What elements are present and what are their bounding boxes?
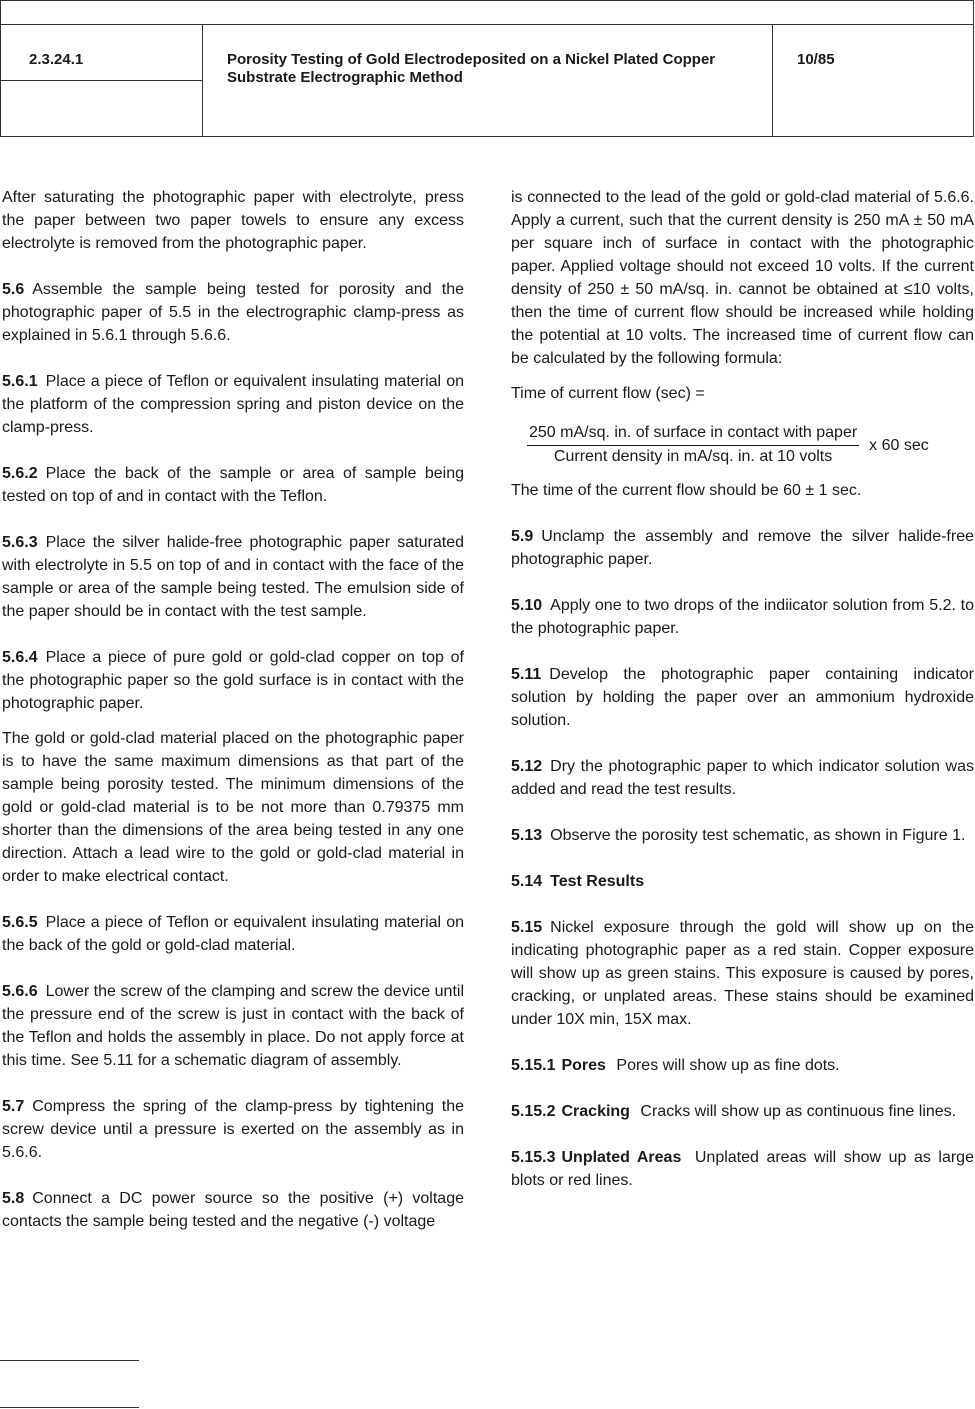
section-text: Dry the photographic paper to which indicator solution was added and read the test results. bbox=[511, 758, 974, 798]
section-5-6-2 bbox=[2, 462, 464, 508]
footnote-rule-2 bbox=[0, 1407, 139, 1408]
current-flow-formula bbox=[511, 423, 974, 467]
section-number: 5.15 bbox=[511, 919, 543, 936]
section-number: 5.6.6 bbox=[2, 983, 38, 1000]
section-number: 5.10 bbox=[511, 597, 543, 614]
section-number: 5.15.1 bbox=[511, 1057, 556, 1074]
section-text: Lower the screw of the clamping and screw the device until the pressure end of the screw is just in contact with the back of the Teflon and holds the assembly in place. Do not apply force at this time. See 5.11 for a schematic diagram of assembly. bbox=[2, 983, 464, 1069]
section-number: 5.6.5 bbox=[2, 914, 38, 931]
section-heading: Pores bbox=[561, 1057, 606, 1074]
section-number: 5.6 bbox=[2, 281, 25, 298]
formula-denominator: Current density in mA/sq. in. at 10 volts bbox=[553, 448, 833, 465]
section-text: Observe the porosity test schematic, as shown in Figure 1. bbox=[550, 827, 966, 844]
section-heading: Test Results bbox=[550, 873, 645, 890]
section-number: 5.9 bbox=[511, 528, 534, 545]
section-5-6 bbox=[2, 278, 464, 347]
section-number: 5.12 bbox=[511, 758, 543, 775]
section-number: 5.6.1 bbox=[2, 373, 38, 390]
section-5-14 bbox=[511, 870, 974, 893]
document-header bbox=[0, 0, 974, 137]
doc-title-line1: Porosity Testing of Gold Electrodeposited on a Nickel Plated Copper bbox=[227, 51, 716, 68]
doc-title bbox=[227, 51, 767, 87]
section-5-7 bbox=[2, 1095, 464, 1164]
section-5-15-3 bbox=[511, 1146, 974, 1192]
right-column bbox=[511, 186, 974, 1192]
section-5-8 bbox=[2, 1187, 464, 1233]
header-top-rule bbox=[0, 0, 974, 1]
section-5-6-3 bbox=[2, 531, 464, 623]
left-column bbox=[2, 186, 464, 1233]
section-text: Cracks will show up as continuous fine lines. bbox=[640, 1103, 957, 1120]
intro-paragraph: After saturating the photographic paper with electrolyte, press the paper between two paper towels to ensure any excess electrolyte is removed from the photographic paper. bbox=[2, 189, 464, 252]
formula-numerator: 250 mA/sq. in. of surface in contact with paper bbox=[527, 423, 859, 446]
header-rule bbox=[0, 24, 974, 25]
section-5-13 bbox=[511, 824, 974, 847]
section-number: 5.6.4 bbox=[2, 649, 38, 666]
section-5-6-4-continued: The gold or gold-clad material placed on the photographic paper is to have the same maximum dimensions as that part of the sample being porosity tested. The minimum dimensions of the gold or gold-clad material is to be not more than 0.79375 mm shorter than the dimensions of the area being tested in any one direction. Attach a lead wire to the gold or gold-clad material in order to make electrical contact. bbox=[2, 730, 464, 885]
section-text: Connect a DC power source so the positive (+) voltage contacts the sample being tested and the negative (-) voltage bbox=[2, 1190, 464, 1230]
section-number: 5.7 bbox=[2, 1098, 25, 1115]
section-5-11 bbox=[511, 663, 974, 732]
section-5-15 bbox=[511, 916, 974, 1031]
section-5-15-1 bbox=[511, 1054, 974, 1077]
header-right-rule bbox=[973, 0, 974, 137]
section-text: Place a piece of pure gold or gold-clad copper on top of the photographic paper so the gold surface is in contact with the photographic paper. bbox=[2, 649, 464, 712]
section-5-10 bbox=[511, 594, 974, 640]
header-divider-2 bbox=[772, 24, 773, 137]
section-text: Assemble the sample being tested for porosity and the photographic paper of 5.5 in the electrographic clamp-press as explained in 5.6.1 through 5.6.6. bbox=[2, 281, 464, 344]
section-5-8-continued: is connected to the lead of the gold or gold-clad material of 5.6.6. Apply a current, such that the current density is 250 mA ± 50 mA per square inch of surface in contact with the photographic paper. Applied voltage should not exceed 10 volts. If the current density of 250 ± 50 mA/sq. in. cannot be obtained at ≤10 volts, then the time of current flow should be increased while holding the potential at 10 volts. The increased time of current flow can be calculated by the following formula: bbox=[511, 189, 974, 367]
section-number: 5.8 bbox=[2, 1190, 25, 1207]
section-5-9 bbox=[511, 525, 974, 571]
section-text: Place the silver halide-free photographic paper saturated with electrolyte in 5.5 on top of and in contact with the face of the sample or area of the sample being tested. The emulsion side of the paper should be in contact with the test sample. bbox=[2, 534, 464, 620]
section-number: 5.14 bbox=[511, 873, 543, 890]
header-bottom-rule bbox=[0, 136, 974, 137]
section-5-6-5 bbox=[2, 911, 464, 957]
section-text: Pores will show up as fine dots. bbox=[616, 1057, 840, 1074]
section-number: 5.13 bbox=[511, 827, 543, 844]
section-number: 5.6.2 bbox=[2, 465, 38, 482]
section-5-15-2 bbox=[511, 1100, 974, 1123]
section-number: 5.15.3 bbox=[511, 1149, 556, 1166]
section-number: 5.15.2 bbox=[511, 1103, 556, 1120]
section-text: Place a piece of Teflon or equivalent insulating material on the platform of the compression spring and piston device on the clamp-press. bbox=[2, 373, 464, 436]
section-5-12 bbox=[511, 755, 974, 801]
section-text: Apply one to two drops of the indiicator solution from 5.2. to the photographic paper. bbox=[511, 597, 974, 637]
section-number: 5.6.3 bbox=[2, 534, 38, 551]
doc-number: 2.3.24.1 bbox=[29, 51, 84, 68]
section-text: Unclamp the assembly and remove the silver halide-free photographic paper. bbox=[511, 528, 974, 568]
doc-title-line2: Substrate Electrographic Method bbox=[227, 69, 463, 86]
header-divider-1 bbox=[202, 24, 203, 137]
page-number: 10/85 bbox=[797, 51, 835, 68]
section-number: 5.11 bbox=[511, 666, 542, 683]
section-text: Place the back of the sample or area of sample being tested on top of and in contact with the Teflon. bbox=[2, 465, 464, 505]
header-left-rule bbox=[0, 0, 1, 137]
section-heading: Unplated Areas bbox=[561, 1149, 682, 1166]
time-note: The time of the current flow should be 60 ± 1 sec. bbox=[511, 482, 862, 499]
section-5-6-4 bbox=[2, 646, 464, 715]
section-text: Place a piece of Teflon or equivalent insulating material on the back of the gold or gold-clad material. bbox=[2, 914, 464, 954]
section-5-6-1 bbox=[2, 370, 464, 439]
section-text: Unplated areas will show up as large blots or red lines. bbox=[511, 1149, 974, 1189]
section-text: Compress the spring of the clamp-press by tightening the screw device until a pressure is exerted on the assembly as in 5.6.6. bbox=[2, 1098, 464, 1161]
section-heading: Cracking bbox=[561, 1103, 630, 1120]
footnote-rule-1 bbox=[0, 1360, 139, 1361]
section-5-6-6 bbox=[2, 980, 464, 1072]
section-text: Nickel exposure through the gold will show up on the indicating photographic paper as a red stain. Copper exposure will show up as green stains. This exposure is caused by pores, cracking, or unplated areas. These stains should be examined under 10X min, 15X max. bbox=[511, 919, 974, 1028]
section-text: Develop the photographic paper containing indicator solution by holding the paper over an ammonium hydroxide solution. bbox=[511, 666, 974, 729]
formula-label: Time of current flow (sec) = bbox=[511, 385, 705, 402]
header-cell-rule bbox=[0, 80, 202, 81]
formula-multiplier: x 60 sec bbox=[869, 436, 929, 454]
formula-fraction bbox=[527, 423, 859, 467]
